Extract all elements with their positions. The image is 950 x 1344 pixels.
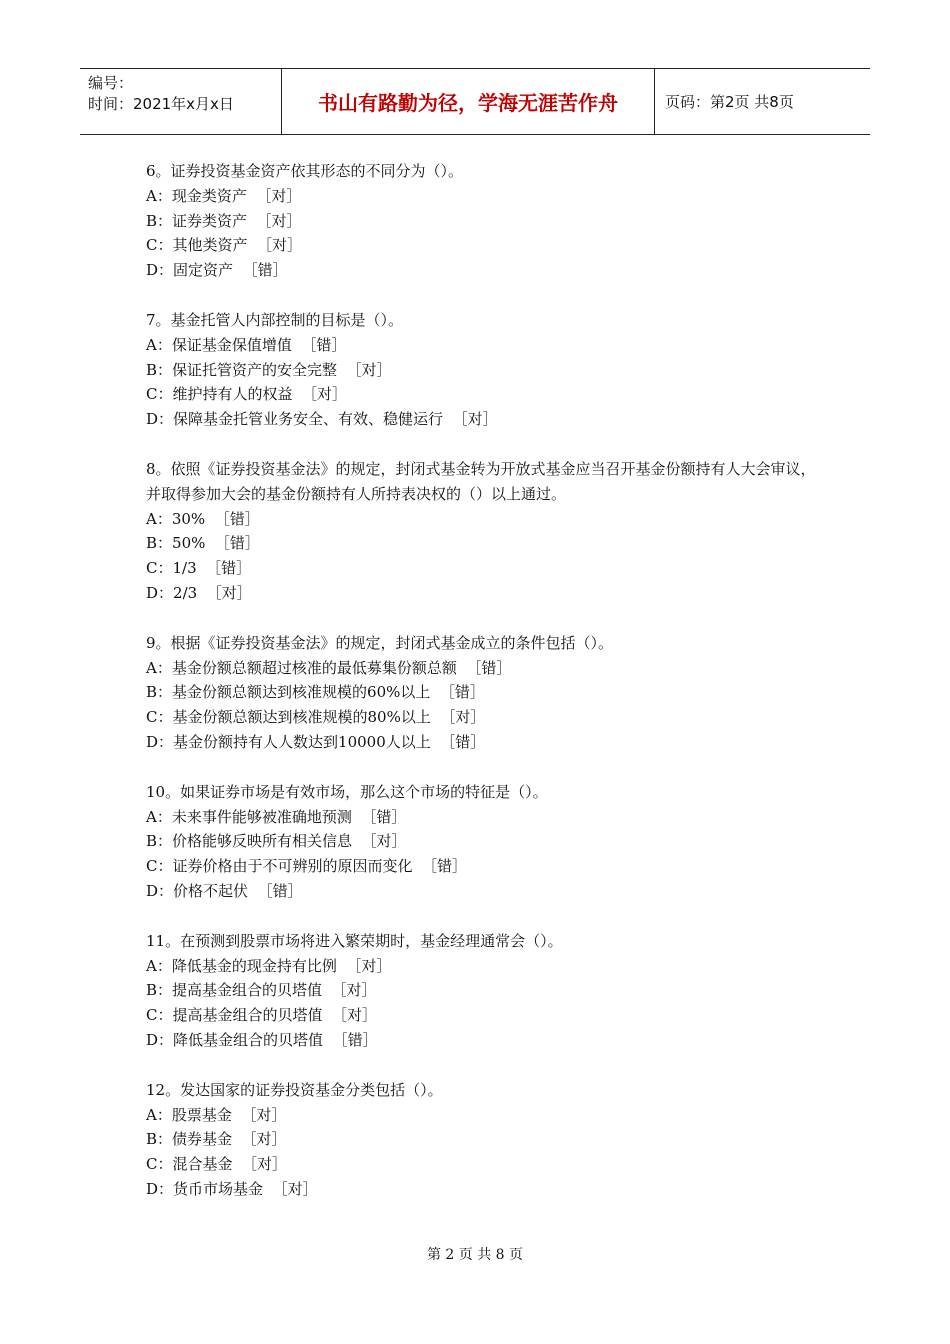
answer-option: C：提高基金组合的贝塔值 ［对］ <box>146 1006 378 1025</box>
question-stem: 9。根据《证券投资基金法》的规定，封闭式基金成立的条件包括（）。 <box>146 633 614 652</box>
answer-option: B：保证托管资产的安全完整 ［对］ <box>146 360 392 379</box>
answer-option: D：保障基金托管业务安全、有效、稳健运行 ［对］ <box>146 410 498 429</box>
question-block <box>146 1078 816 1202</box>
answer-option: A：30% ［错］ <box>146 509 260 528</box>
document-number-label: 编号： <box>88 74 134 92</box>
document-date: 时间：2021年x月x日 <box>88 95 234 113</box>
page-footer: 第 2 页 共 8 页 <box>426 1247 524 1263</box>
question-stem: 12。发达国家的证券投资基金分类包括（）。 <box>146 1080 443 1099</box>
question-block <box>146 308 816 432</box>
answer-option: D：固定资产 ［错］ <box>146 261 288 280</box>
question-stem: 7。基金托管人内部控制的目标是（）。 <box>146 310 404 329</box>
answer-option: C：混合基金 ［对］ <box>146 1155 288 1174</box>
answer-option: A：股票基金 ［对］ <box>146 1105 287 1124</box>
answer-option: C：1/3 ［错］ <box>146 559 252 578</box>
page-header <box>80 68 870 135</box>
answer-option: C：证券价格由于不可辨别的原因而变化 ［错］ <box>146 857 468 876</box>
answer-option: B：基金份额总额达到核准规模的60%以上 ［错］ <box>146 683 485 702</box>
answer-option: D：降低基金组合的贝塔值 ［错］ <box>146 1030 378 1049</box>
answer-option: D：货币市场基金 ［对］ <box>146 1179 318 1198</box>
answer-option: D：2/3 ［对］ <box>146 583 252 602</box>
answer-option: C：基金份额总额达到核准规模的80%以上 ［对］ <box>146 708 486 727</box>
answer-option: B：债券基金 ［对］ <box>146 1130 287 1149</box>
header-meta <box>80 69 281 134</box>
answer-option: B：提高基金组合的贝塔值 ［对］ <box>146 981 377 1000</box>
answer-option: A：现金类资产 ［对］ <box>146 186 302 205</box>
answer-option: B：价格能够反映所有相关信息 ［对］ <box>146 832 407 851</box>
answer-option: A：降低基金的现金持有比例 ［对］ <box>146 956 392 975</box>
question-stem: 10。如果证券市场是有效市场，那么这个市场的特征是（）。 <box>146 782 548 801</box>
answer-option: A：未来事件能够被准确地预测 ［错］ <box>146 807 407 826</box>
question-stem: 11。在预测到股票市场将进入繁荣期时，基金经理通常会（）。 <box>146 931 563 950</box>
header-motto: 书山有路勤为径，学海无涯苦作舟 <box>281 69 655 134</box>
question-list <box>146 159 816 1227</box>
question-stem: 8。依照《证券投资基金法》的规定，封闭式基金转为开放式基金应当召开基金份额持有人大会审议，并取得参加大会的基金份额持有人所持表决权的（）以上通过。 <box>146 459 816 503</box>
answer-option: A：基金份额总额超过核准的最低募集份额总额 ［错］ <box>146 658 512 677</box>
question-block <box>146 457 816 606</box>
answer-option: C：其他类资产 ［对］ <box>146 236 303 255</box>
answer-option: B：证券类资产 ［对］ <box>146 211 302 230</box>
question-stem: 6。证券投资基金资产依其形态的不同分为（）。 <box>146 162 464 180</box>
answer-option: A：保证基金保值增值 ［错］ <box>146 335 347 354</box>
header-page-info: 页码：第2页 共8页 <box>665 93 794 111</box>
question-block <box>146 929 816 1053</box>
question-block <box>146 631 816 755</box>
answer-option: C：维护持有人的权益 ［对］ <box>146 385 348 404</box>
question-block <box>146 780 816 904</box>
question-block <box>146 159 816 283</box>
answer-option: D：价格不起伏 ［错］ <box>146 881 303 900</box>
answer-option: D：基金份额持有人人数达到10000人以上 ［错］ <box>146 732 486 751</box>
answer-option: B：50% ［错］ <box>146 534 260 553</box>
